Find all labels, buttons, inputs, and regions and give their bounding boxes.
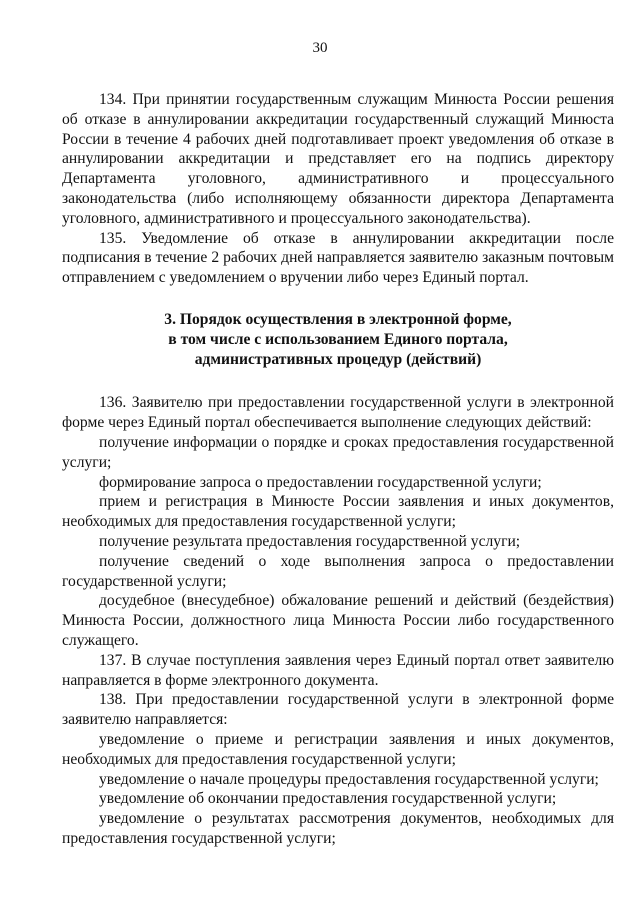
page-number: 30 — [312, 40, 328, 56]
section-heading — [62, 310, 614, 369]
section-heading-line-3: административных процедур (действий) — [194, 350, 482, 368]
list-item: получение сведений о ходе выполнения запроса о предоставлении государственной услуги; — [62, 552, 614, 590]
list-item: получение результата предоставления государственной услуги; — [99, 532, 521, 550]
paragraph-137: 137. В случае поступления заявления через Единый портал ответ заявителю направляется в форме электронного документа. — [62, 651, 614, 689]
list-item: уведомление о приеме и регистрации заявления и иных документов, необходимых для предоставления государственной услуги; — [62, 730, 614, 768]
list-item: получение информации о порядке и сроках предоставления государственной услуги; — [62, 433, 614, 471]
list-item: уведомление о начале процедуры предоставления государственной услуги; — [99, 770, 599, 788]
document-body — [62, 90, 614, 849]
list-item: уведомление об окончании предоставления государственной услуги; — [99, 790, 557, 808]
section-heading-line-2: в том числе с использованием Единого портала, — [168, 330, 508, 348]
list-item: формирование запроса о предоставлении государственной услуги; — [99, 473, 542, 491]
paragraph-135: 135. Уведомление об отказе в аннулировании аккредитации после подписания в течение 2 рабочих дней направляется заявителю заказным почтовым отправлением с уведомлением о вручении либо через Единый портал. — [62, 229, 614, 287]
paragraph-134: 134. При принятии государственным служащим Минюста России решения об отказе в аннулировании аккредитации государственный служащий Минюста России в течение 4 рабочих дней подготавливает проект уведомления об отказе в аннулировании аккредитации и представляет его на подпись директору Департамента уголовного, административного и процессуального законодательства (либо исполняющему обязанности директора Департамента уголовного, административного и процессуального законодательства). — [62, 91, 614, 227]
list-item: прием и регистрация в Минюсте России заявления и иных документов, необходимых для предоставления государственной услуги; — [62, 493, 614, 531]
section-heading-line-1: 3. Порядок осуществления в электронной форме, — [164, 310, 512, 328]
list-item: досудебное (внесудебное) обжалование решений и действий (бездействия) Минюста России, должностного лица Минюста России либо государственного служащего. — [62, 592, 614, 649]
list-item: уведомление о результатах рассмотрения документов, необходимых для предоставления государственной услуги; — [62, 810, 614, 847]
paragraph-138: 138. При предоставлении государственной услуги в электронной форме заявителю направляется: — [62, 691, 614, 729]
paragraph-136: 136. Заявителю при предоставлении государственной услуги в электронной форме через Единый портал обеспечивается выполнение следующих действий: — [62, 394, 614, 432]
